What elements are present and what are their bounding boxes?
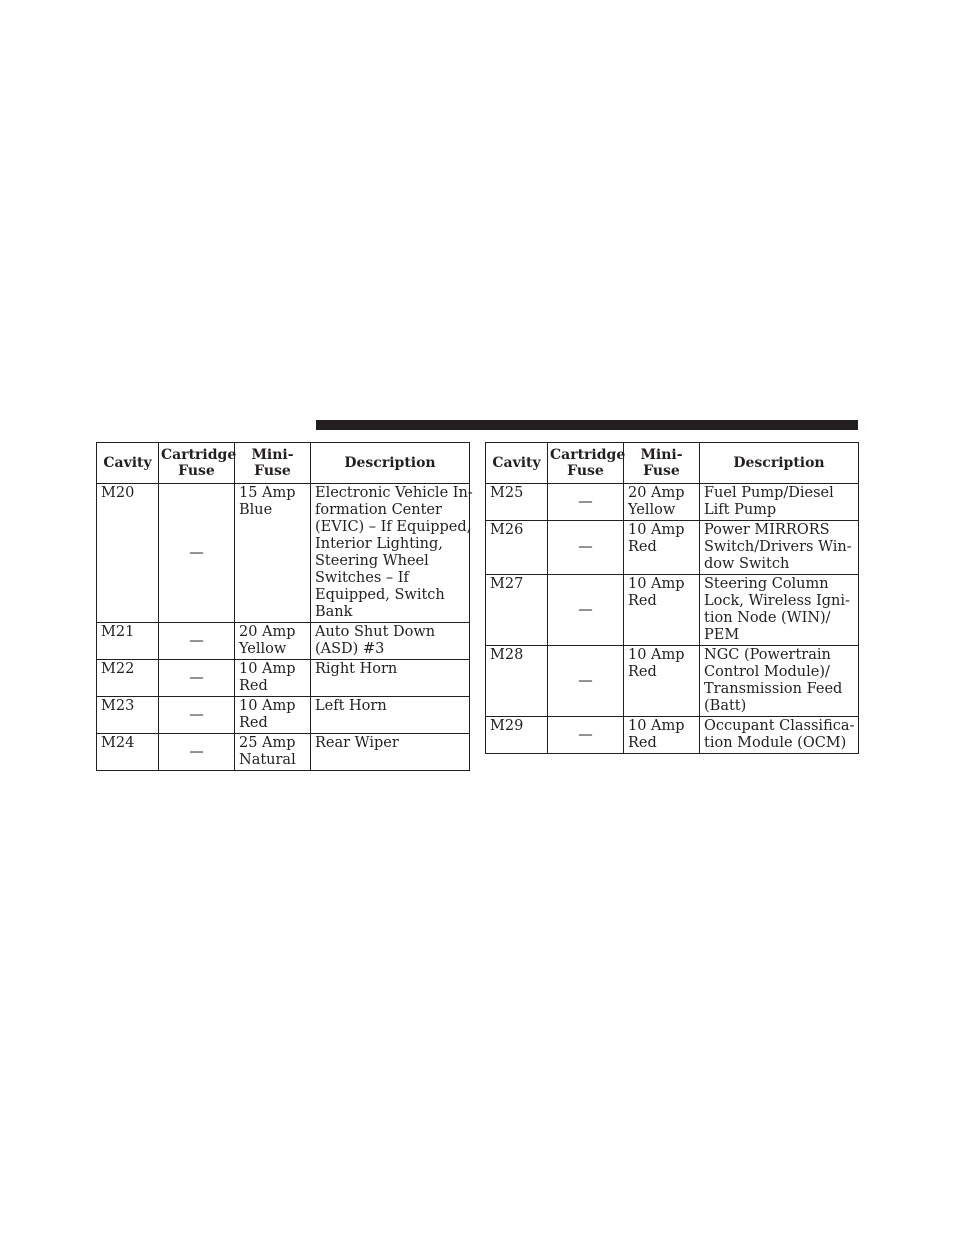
mini-fuse-cell: 10 Amp Red	[235, 697, 311, 734]
mini-fuse-cell: 10 Amp Red	[235, 660, 311, 697]
cavity-cell: M25	[486, 484, 548, 521]
header-cartridge-fuse: Cartridge Fuse	[548, 443, 624, 484]
header-cavity: Cavity	[486, 443, 548, 484]
table-row	[486, 575, 859, 646]
mini-fuse-cell: 20 Amp Yellow	[235, 623, 311, 660]
cartridge-fuse-cell: —	[159, 660, 235, 697]
cavity-cell: M29	[486, 717, 548, 754]
description-cell: Rear Wiper	[311, 734, 470, 771]
table-row	[486, 717, 859, 754]
cartridge-fuse-cell: —	[548, 521, 624, 575]
description-cell: Occupant Classifica- tion Module (OCM)	[700, 717, 859, 754]
cavity-cell: M21	[97, 623, 159, 660]
cartridge-fuse-cell: —	[548, 717, 624, 754]
header-mini-fuse: Mini- Fuse	[235, 443, 311, 484]
cartridge-fuse-cell: —	[159, 734, 235, 771]
cartridge-fuse-cell: —	[548, 646, 624, 717]
cartridge-fuse-cell: —	[159, 697, 235, 734]
table-row	[97, 623, 470, 660]
description-cell: NGC (Powertrain Control Module)/ Transmission Feed (Batt)	[700, 646, 859, 717]
cavity-cell: M26	[486, 521, 548, 575]
description-cell: Electronic Vehicle In- formation Center (EVIC) – If Equipped, Interior Lighting, Steering Wheel Switches – If Equipped, Switch Bank	[311, 484, 470, 623]
table-header-row	[97, 443, 470, 484]
mini-fuse-cell: 10 Amp Red	[624, 521, 700, 575]
cartridge-fuse-cell: —	[159, 484, 235, 623]
table-row	[486, 521, 859, 575]
cavity-cell: M23	[97, 697, 159, 734]
header-cavity: Cavity	[97, 443, 159, 484]
cartridge-fuse-cell: —	[159, 623, 235, 660]
cavity-cell: M24	[97, 734, 159, 771]
table-body	[97, 484, 473, 771]
table-body	[486, 484, 859, 754]
description-cell: Right Horn	[311, 660, 470, 697]
description-cell: Fuel Pump/Diesel Lift Pump	[700, 484, 859, 521]
description-cell: Power MIRRORS Switch/Drivers Win- dow Switch	[700, 521, 859, 575]
description-cell: Left Horn	[311, 697, 470, 734]
table-header-row	[486, 443, 859, 484]
mini-fuse-cell: 20 Amp Yellow	[624, 484, 700, 521]
description-cell: Steering Column Lock, Wireless Igni- tion Node (WIN)/ PEM	[700, 575, 859, 646]
table-row	[97, 484, 470, 623]
mini-fuse-cell: 15 Amp Blue	[235, 484, 311, 623]
mini-fuse-cell: 10 Amp Red	[624, 646, 700, 717]
header-mini-fuse: Mini- Fuse	[624, 443, 700, 484]
mini-fuse-cell: 10 Amp Red	[624, 717, 700, 754]
cartridge-fuse-cell: —	[548, 484, 624, 521]
table-row	[97, 697, 470, 734]
cavity-cell: M20	[97, 484, 159, 623]
header-cartridge-fuse: Cartridge Fuse	[159, 443, 235, 484]
cartridge-fuse-cell: —	[548, 575, 624, 646]
fuse-table-right	[485, 442, 859, 754]
fuse-table-left	[96, 442, 473, 771]
table-row	[486, 484, 859, 521]
header-description: Description	[311, 443, 470, 484]
cavity-cell: M27	[486, 575, 548, 646]
cavity-cell: M22	[97, 660, 159, 697]
table-row	[486, 646, 859, 717]
header-rule	[316, 420, 858, 430]
table-row	[97, 734, 470, 771]
description-cell: Auto Shut Down (ASD) #3	[311, 623, 470, 660]
table-row	[97, 660, 470, 697]
header-description: Description	[700, 443, 859, 484]
mini-fuse-cell: 10 Amp Red	[624, 575, 700, 646]
mini-fuse-cell: 25 Amp Natural	[235, 734, 311, 771]
cavity-cell: M28	[486, 646, 548, 717]
